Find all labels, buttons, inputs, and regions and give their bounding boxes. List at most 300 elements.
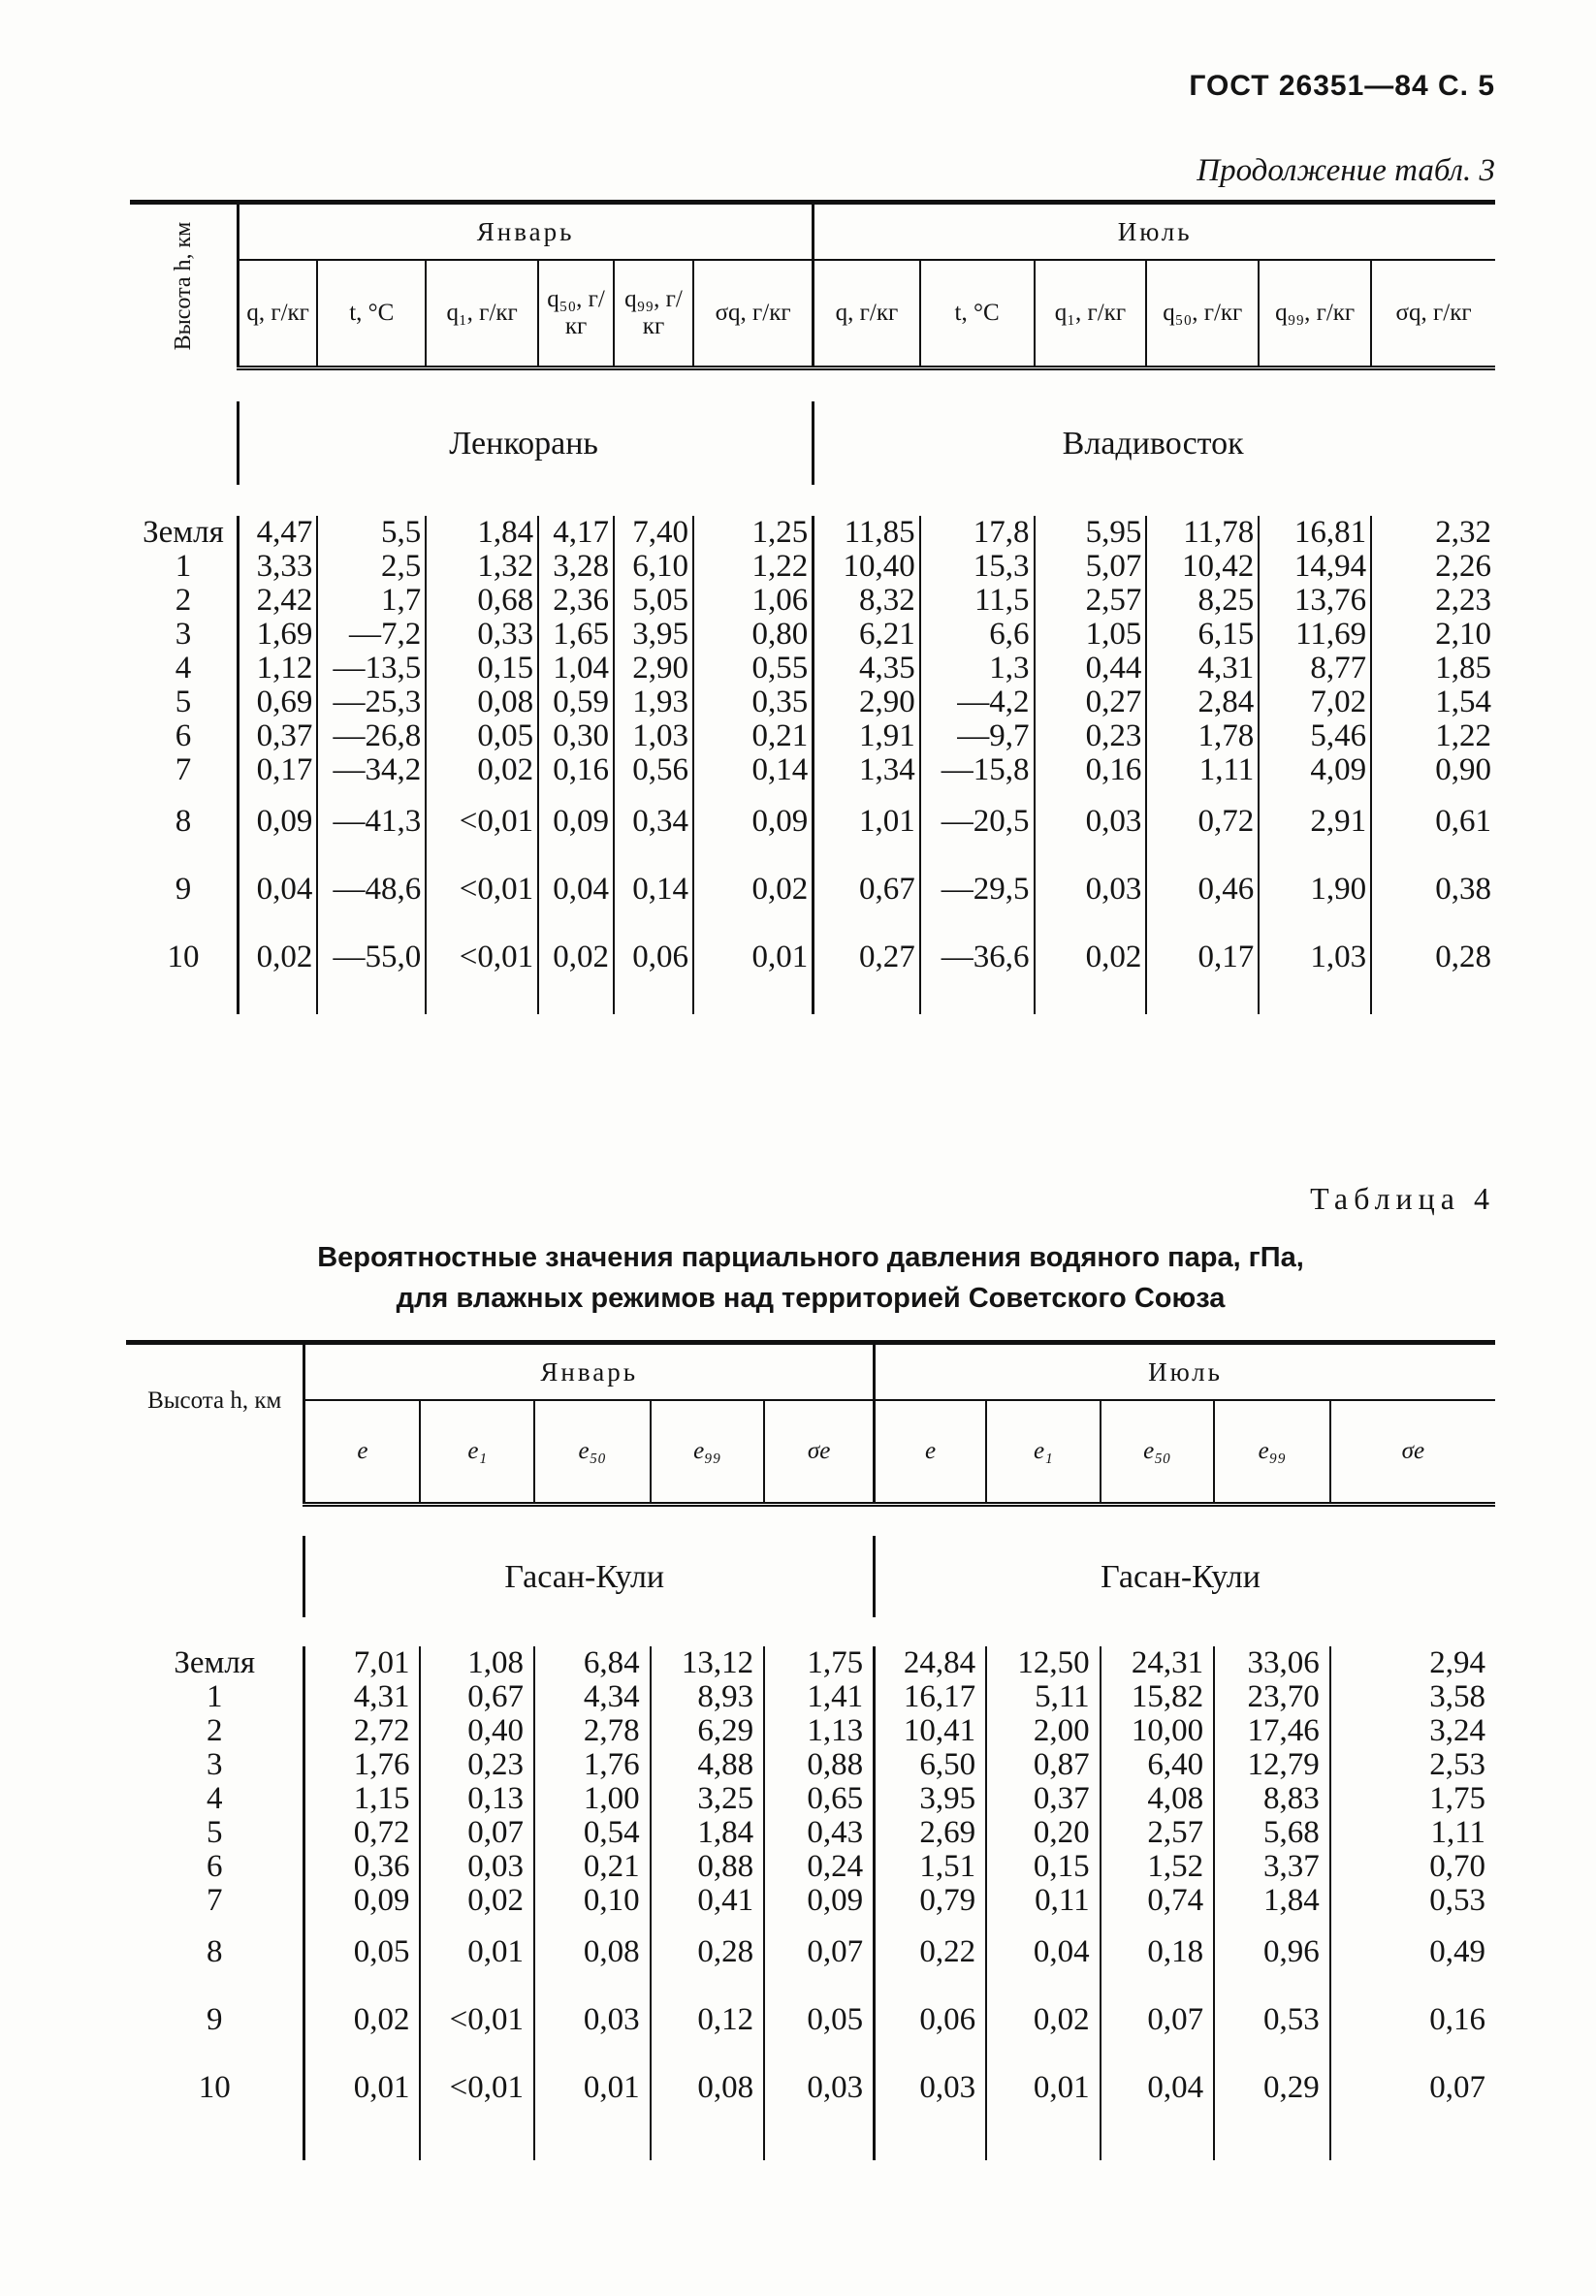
table3-continuation-label: Продолжение табл. 3	[1197, 153, 1495, 188]
value-cell: 0,17	[1146, 923, 1259, 991]
value-cell: 10,40	[814, 550, 920, 584]
value-cell: 0,04	[986, 1918, 1101, 1986]
table-row	[126, 2054, 1495, 2121]
value-cell: 6,40	[1101, 1748, 1215, 1782]
value-cell: <0,01	[426, 787, 538, 855]
height-cell: 2	[206, 1713, 223, 1748]
value-cell: 12,79	[1214, 1748, 1330, 1782]
value-cell: 0,53	[1214, 1986, 1330, 2054]
column-header: q₁, г/кг	[426, 260, 538, 368]
value-cell: 0,08	[534, 1918, 651, 1986]
value-cell: 16,81	[1259, 516, 1371, 550]
value-cell: 3,58	[1330, 1680, 1495, 1714]
value-cell: 0,79	[875, 1884, 987, 1918]
value-cell: 0,01	[693, 923, 814, 991]
value-cell: 2,94	[1330, 1646, 1495, 1680]
value-cell: 0,88	[651, 1850, 765, 1884]
value-cell: 16,17	[875, 1680, 987, 1714]
table-3	[130, 200, 1495, 1014]
column-header: e	[875, 1400, 987, 1505]
value-cell: 0,61	[1371, 787, 1495, 855]
value-cell: 1,84	[1214, 1884, 1330, 1918]
value-cell: 0,15	[426, 652, 538, 686]
value-cell: 7,40	[614, 516, 693, 550]
table4-title-line2: для влажных режимов над территорией Советского Союза	[396, 1283, 1226, 1314]
value-cell: 1,05	[1035, 618, 1147, 652]
value-cell: 0,67	[814, 855, 920, 923]
value-cell: 6,50	[875, 1748, 987, 1782]
column-header: q₅₀, г/кг	[1146, 260, 1259, 368]
height-cell: 3	[175, 617, 192, 652]
column-header: σq, г/кг	[693, 260, 814, 368]
value-cell: 0,87	[986, 1748, 1101, 1782]
value-cell: 8,83	[1214, 1782, 1330, 1816]
value-cell: 0,74	[1101, 1884, 1215, 1918]
height-cell: 10	[167, 940, 200, 974]
table-row	[126, 1714, 1495, 1748]
column-header: e₅₀	[534, 1400, 651, 1505]
table4-title-line1: Вероятностные значения парциального давления водяного пара, гПа,	[317, 1242, 1304, 1273]
value-cell: 4,31	[1146, 652, 1259, 686]
value-cell: 14,94	[1259, 550, 1371, 584]
value-cell: 1,51	[875, 1850, 987, 1884]
value-cell: 2,69	[875, 1816, 987, 1850]
value-cell: 1,93	[614, 686, 693, 719]
value-cell: 0,27	[1035, 686, 1147, 719]
value-cell: 8,77	[1259, 652, 1371, 686]
column-header: q₁, г/кг	[1035, 260, 1147, 368]
table-row	[130, 719, 1495, 753]
value-cell: 1,52	[1101, 1850, 1215, 1884]
table-row	[130, 787, 1495, 855]
height-cell: Земля	[143, 515, 224, 550]
value-cell: 2,91	[1259, 787, 1371, 855]
value-cell: 0,02	[304, 1986, 421, 2054]
value-cell: 1,06	[693, 584, 814, 618]
height-column-header: Высота h, км	[130, 203, 238, 368]
value-cell: 2,10	[1371, 618, 1495, 652]
value-cell: 2,72	[304, 1714, 421, 1748]
value-cell: 1,25	[693, 516, 814, 550]
january-header: Январь	[304, 1343, 875, 1401]
value-cell: 0,67	[420, 1680, 534, 1714]
value-cell: 0,06	[875, 1986, 987, 2054]
value-cell: 0,03	[420, 1850, 534, 1884]
value-cell: 4,34	[534, 1680, 651, 1714]
value-cell: 0,36	[304, 1850, 421, 1884]
value-cell: 0,49	[1330, 1918, 1495, 1986]
value-cell: 33,06	[1214, 1646, 1330, 1680]
value-cell: 3,95	[614, 618, 693, 652]
value-cell: 0,02	[1035, 923, 1147, 991]
value-cell: 2,90	[614, 652, 693, 686]
value-cell: 0,28	[1371, 923, 1495, 991]
height-cell: 3	[206, 1747, 223, 1782]
column-header: q₉₉, г/кг	[614, 260, 693, 368]
value-cell: —34,2	[317, 753, 426, 787]
value-cell: 0,28	[651, 1918, 765, 1986]
value-cell: 6,15	[1146, 618, 1259, 652]
value-cell: —41,3	[317, 787, 426, 855]
value-cell: 0,03	[1035, 855, 1147, 923]
value-cell: 2,00	[986, 1714, 1101, 1748]
value-cell: <0,01	[426, 923, 538, 991]
value-cell: 1,76	[304, 1748, 421, 1782]
value-cell: 0,12	[651, 1986, 765, 2054]
height-cell: 9	[206, 2002, 223, 2037]
value-cell: 0,20	[986, 1816, 1101, 1850]
value-cell: 7,02	[1259, 686, 1371, 719]
value-cell: 3,37	[1214, 1850, 1330, 1884]
value-cell: 3,24	[1330, 1714, 1495, 1748]
value-cell: 0,16	[1035, 753, 1147, 787]
value-cell: —9,7	[920, 719, 1035, 753]
table-row	[126, 1646, 1495, 1680]
value-cell: 8,93	[651, 1680, 765, 1714]
value-cell: 1,11	[1330, 1816, 1495, 1850]
value-cell: 10,42	[1146, 550, 1259, 584]
column-header: e	[304, 1400, 421, 1505]
value-cell: 0,04	[1101, 2054, 1215, 2121]
value-cell: 0,23	[420, 1748, 534, 1782]
value-cell: 1,04	[538, 652, 614, 686]
table-row	[126, 1884, 1495, 1918]
value-cell: 4,09	[1259, 753, 1371, 787]
value-cell: 4,35	[814, 652, 920, 686]
value-cell: 24,31	[1101, 1646, 1215, 1680]
table-row	[130, 855, 1495, 923]
value-cell: 1,01	[814, 787, 920, 855]
column-header: e₅₀	[1101, 1400, 1215, 1505]
table-row	[126, 1918, 1495, 1986]
height-cell: 5	[175, 685, 192, 719]
value-cell: 6,21	[814, 618, 920, 652]
table-row	[130, 516, 1495, 550]
table4-label: Таблица 4	[1310, 1181, 1495, 1216]
value-cell: 0,13	[420, 1782, 534, 1816]
value-cell: 0,38	[1371, 855, 1495, 923]
value-cell: 0,07	[420, 1816, 534, 1850]
value-cell: 1,00	[534, 1782, 651, 1816]
value-cell: 0,08	[651, 2054, 765, 2121]
value-cell: —48,6	[317, 855, 426, 923]
table-row	[126, 1816, 1495, 1850]
value-cell: 5,07	[1035, 550, 1147, 584]
value-cell: 11,69	[1259, 618, 1371, 652]
value-cell: 0,53	[1330, 1884, 1495, 1918]
value-cell: 0,02	[426, 753, 538, 787]
value-cell: 0,09	[764, 1884, 874, 1918]
value-cell: —26,8	[317, 719, 426, 753]
height-column-header: Высота h, км	[126, 1343, 304, 1505]
value-cell: 0,02	[986, 1986, 1101, 2054]
value-cell: 0,65	[764, 1782, 874, 1816]
value-cell: 17,46	[1214, 1714, 1330, 1748]
value-cell: 10,00	[1101, 1714, 1215, 1748]
value-cell: 5,46	[1259, 719, 1371, 753]
column-header: e₉₉	[1214, 1400, 1330, 1505]
value-cell: 6,84	[534, 1646, 651, 1680]
table-row	[126, 1986, 1495, 2054]
value-cell: 0,01	[420, 1918, 534, 1986]
value-cell: 0,46	[1146, 855, 1259, 923]
value-cell: 3,25	[651, 1782, 765, 1816]
station-january: Гасан-Кули	[304, 1536, 875, 1617]
value-cell: 0,08	[426, 686, 538, 719]
value-cell: 1,3	[920, 652, 1035, 686]
table-row	[130, 753, 1495, 787]
column-header: σq, г/кг	[1371, 260, 1495, 368]
value-cell: 1,32	[426, 550, 538, 584]
value-cell: 1,91	[814, 719, 920, 753]
value-cell: 1,75	[764, 1646, 874, 1680]
table-row	[126, 1850, 1495, 1884]
value-cell: 0,07	[1330, 2054, 1495, 2121]
table4-title	[126, 1237, 1495, 1319]
value-cell: 0,03	[1035, 787, 1147, 855]
value-cell: 1,11	[1146, 753, 1259, 787]
value-cell: 1,75	[1330, 1782, 1495, 1816]
value-cell: 10,41	[875, 1714, 987, 1748]
value-cell: 0,55	[693, 652, 814, 686]
value-cell: 0,17	[238, 753, 317, 787]
value-cell: 5,5	[317, 516, 426, 550]
value-cell: 11,5	[920, 584, 1035, 618]
value-cell: 0,07	[1101, 1986, 1215, 2054]
table-row	[130, 618, 1495, 652]
value-cell: 0,34	[614, 787, 693, 855]
value-cell: 2,78	[534, 1714, 651, 1748]
column-header: q₅₀, г/кг	[538, 260, 614, 368]
value-cell: 0,09	[238, 787, 317, 855]
height-cell: 1	[175, 549, 192, 584]
value-cell: 0,88	[764, 1748, 874, 1782]
value-cell: 0,14	[614, 855, 693, 923]
value-cell: 13,76	[1259, 584, 1371, 618]
value-cell: 7,01	[304, 1646, 421, 1680]
value-cell: 0,54	[534, 1816, 651, 1850]
value-cell: 24,84	[875, 1646, 987, 1680]
height-cell: Земля	[174, 1645, 256, 1680]
value-cell: 0,22	[875, 1918, 987, 1986]
value-cell: 0,15	[986, 1850, 1101, 1884]
value-cell: 0,44	[1035, 652, 1147, 686]
value-cell: —15,8	[920, 753, 1035, 787]
value-cell: 1,7	[317, 584, 426, 618]
value-cell: 0,04	[238, 855, 317, 923]
column-header: e₁	[420, 1400, 534, 1505]
value-cell: 6,29	[651, 1714, 765, 1748]
value-cell: 3,33	[238, 550, 317, 584]
station-july: Гасан-Кули	[875, 1536, 1495, 1617]
column-header: t, °C	[317, 260, 426, 368]
value-cell: 1,13	[764, 1714, 874, 1748]
value-cell: 0,04	[538, 855, 614, 923]
value-cell: 0,02	[420, 1884, 534, 1918]
table-row	[130, 584, 1495, 618]
value-cell: 8,25	[1146, 584, 1259, 618]
value-cell: 0,59	[538, 686, 614, 719]
value-cell: 0,14	[693, 753, 814, 787]
value-cell: 0,09	[304, 1884, 421, 1918]
value-cell: 1,41	[764, 1680, 874, 1714]
value-cell: 0,96	[1214, 1918, 1330, 1986]
value-cell: 1,85	[1371, 652, 1495, 686]
value-cell: 0,68	[426, 584, 538, 618]
value-cell: —7,2	[317, 618, 426, 652]
value-cell: 0,43	[764, 1816, 874, 1850]
value-cell: —29,5	[920, 855, 1035, 923]
value-cell: 1,34	[814, 753, 920, 787]
value-cell: 13,12	[651, 1646, 765, 1680]
station-july: Владивосток	[814, 401, 1495, 485]
value-cell: 1,12	[238, 652, 317, 686]
height-cell: 7	[206, 1883, 223, 1918]
value-cell: 4,88	[651, 1748, 765, 1782]
height-cell: 8	[175, 804, 192, 839]
height-cell: 4	[206, 1781, 223, 1816]
july-header: Июль	[875, 1343, 1495, 1401]
value-cell: 2,57	[1101, 1816, 1215, 1850]
value-cell: 2,90	[814, 686, 920, 719]
value-cell: 0,30	[538, 719, 614, 753]
value-cell: —25,3	[317, 686, 426, 719]
value-cell: 5,95	[1035, 516, 1147, 550]
value-cell: —20,5	[920, 787, 1035, 855]
value-cell: 11,78	[1146, 516, 1259, 550]
value-cell: 2,36	[538, 584, 614, 618]
value-cell: 1,15	[304, 1782, 421, 1816]
value-cell: 0,21	[534, 1850, 651, 1884]
value-cell: 0,16	[1330, 1986, 1495, 2054]
column-header: t, °C	[920, 260, 1035, 368]
value-cell: 0,09	[538, 787, 614, 855]
value-cell: 1,76	[534, 1748, 651, 1782]
station-january: Ленкорань	[238, 401, 813, 485]
value-cell: 2,23	[1371, 584, 1495, 618]
height-cell: 4	[175, 651, 192, 686]
value-cell: 1,22	[1371, 719, 1495, 753]
value-cell: 0,90	[1371, 753, 1495, 787]
column-header: q₉₉, г/кг	[1259, 260, 1371, 368]
table-row	[130, 550, 1495, 584]
value-cell: 4,31	[304, 1680, 421, 1714]
january-header: Январь	[238, 203, 813, 261]
value-cell: 1,08	[420, 1646, 534, 1680]
value-cell: 0,40	[420, 1714, 534, 1748]
value-cell: 15,3	[920, 550, 1035, 584]
value-cell: 5,11	[986, 1680, 1101, 1714]
value-cell: 0,02	[693, 855, 814, 923]
value-cell: 0,11	[986, 1884, 1101, 1918]
value-cell: 0,02	[238, 923, 317, 991]
value-cell: 1,65	[538, 618, 614, 652]
value-cell: 1,03	[614, 719, 693, 753]
value-cell: 1,84	[651, 1816, 765, 1850]
value-cell: 0,29	[1214, 2054, 1330, 2121]
value-cell: <0,01	[426, 855, 538, 923]
value-cell: <0,01	[420, 1986, 534, 2054]
value-cell: 5,05	[614, 584, 693, 618]
value-cell: 1,03	[1259, 923, 1371, 991]
value-cell: 8,32	[814, 584, 920, 618]
value-cell: 0,07	[764, 1918, 874, 1986]
value-cell: 0,03	[764, 2054, 874, 2121]
column-header: q, г/кг	[238, 260, 317, 368]
column-header: e₁	[986, 1400, 1101, 1505]
value-cell: 0,02	[538, 923, 614, 991]
page-header: ГОСТ 26351—84 С. 5	[1189, 70, 1495, 102]
value-cell: 0,01	[304, 2054, 421, 2121]
value-cell: 2,42	[238, 584, 317, 618]
value-cell: 2,84	[1146, 686, 1259, 719]
value-cell: 1,54	[1371, 686, 1495, 719]
value-cell: —36,6	[920, 923, 1035, 991]
table-row	[130, 686, 1495, 719]
value-cell: 5,68	[1214, 1816, 1330, 1850]
value-cell: 0,03	[534, 1986, 651, 2054]
value-cell: 0,21	[693, 719, 814, 753]
value-cell: 6,6	[920, 618, 1035, 652]
value-cell: 0,33	[426, 618, 538, 652]
value-cell: 11,85	[814, 516, 920, 550]
value-cell: 0,01	[534, 2054, 651, 2121]
table-4	[126, 1340, 1495, 2160]
value-cell: 0,16	[538, 753, 614, 787]
value-cell: 0,37	[238, 719, 317, 753]
july-header: Июль	[814, 203, 1495, 261]
value-cell: 2,26	[1371, 550, 1495, 584]
value-cell: 23,70	[1214, 1680, 1330, 1714]
value-cell: 0,18	[1101, 1918, 1215, 1986]
value-cell: 2,5	[317, 550, 426, 584]
value-cell: 0,01	[986, 2054, 1101, 2121]
value-cell: 0,27	[814, 923, 920, 991]
column-header: q, г/кг	[814, 260, 920, 368]
value-cell: 0,72	[304, 1816, 421, 1850]
value-cell: 0,72	[1146, 787, 1259, 855]
value-cell: 0,03	[875, 2054, 987, 2121]
height-cell: 6	[175, 718, 192, 753]
value-cell: 0,80	[693, 618, 814, 652]
value-cell: 0,35	[693, 686, 814, 719]
value-cell: —55,0	[317, 923, 426, 991]
value-cell: 0,24	[764, 1850, 874, 1884]
height-cell: 8	[206, 1934, 223, 1969]
value-cell: 1,90	[1259, 855, 1371, 923]
value-cell: 6,10	[614, 550, 693, 584]
table-row	[130, 923, 1495, 991]
value-cell: 0,56	[614, 753, 693, 787]
value-cell: —13,5	[317, 652, 426, 686]
value-cell: 0,06	[614, 923, 693, 991]
value-cell: 1,22	[693, 550, 814, 584]
value-cell: 4,08	[1101, 1782, 1215, 1816]
value-cell: 0,37	[986, 1782, 1101, 1816]
column-header: e₉₉	[651, 1400, 765, 1505]
value-cell: 2,32	[1371, 516, 1495, 550]
value-cell: 0,23	[1035, 719, 1147, 753]
height-cell: 10	[198, 2070, 231, 2105]
value-cell: 1,84	[426, 516, 538, 550]
value-cell: 3,95	[875, 1782, 987, 1816]
height-cell: 1	[206, 1679, 223, 1714]
value-cell: 0,09	[693, 787, 814, 855]
table-row	[126, 1782, 1495, 1816]
value-cell: 0,70	[1330, 1850, 1495, 1884]
value-cell: 0,05	[764, 1986, 874, 2054]
value-cell: 17,8	[920, 516, 1035, 550]
